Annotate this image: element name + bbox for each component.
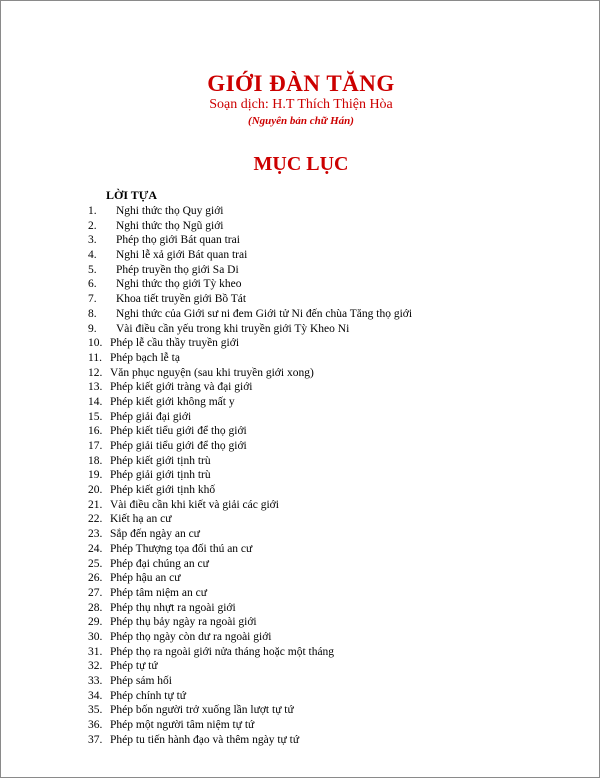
toc-item-label: Phép thụ nhựt ra ngoài giới [110, 601, 236, 614]
toc-item [88, 615, 412, 630]
toc-item [88, 307, 412, 322]
document-note: (Nguyên bản chữ Hán) [248, 115, 354, 127]
toc-item-number: 23. [88, 528, 103, 541]
toc-item-label: Phép giải giới tịnh trù [110, 469, 211, 482]
toc-item-label: Kiết hạ an cư [110, 513, 172, 526]
toc-item [88, 586, 412, 601]
toc-item-label: Nghi thức của Giới sư ni đem Giới tử Ni đến chùa Tăng thọ giới [116, 307, 413, 320]
toc-item-label: Phép giải tiểu giới để thọ giới [110, 440, 247, 452]
toc-item [88, 703, 412, 718]
toc-item-label: Phép truyền thọ giới Sa Di [116, 263, 239, 276]
toc-item-label: Nghi thức thọ Ngũ giới [116, 219, 224, 232]
toc-item-number: 2. [88, 219, 97, 232]
toc-item-label: Văn phục nguyện (sau khi truyền giới xong) [110, 366, 314, 379]
toc-item-number: 36. [88, 719, 103, 732]
toc-item-label: Phép tu tiến hành đạo và thêm ngày tự tứ [110, 733, 300, 746]
toc-item-label: Sắp đến ngày an cư [110, 528, 200, 541]
toc-item-label: Phép bốn người trở xuống lần lượt tự tứ [110, 704, 294, 717]
toc-list [88, 204, 412, 747]
toc-item [88, 483, 412, 498]
document-subtitle: Soạn dịch: H.T Thích Thiện Hòa [209, 97, 393, 112]
toc-item-number: 3. [88, 234, 97, 247]
toc-item-number: 14. [88, 395, 103, 408]
toc-item-number: 1. [88, 205, 97, 217]
toc-item [88, 219, 412, 234]
toc-item-label: Phép tâm niệm an cư [110, 586, 207, 599]
toc-item [88, 557, 412, 572]
toc-item-number: 34. [88, 689, 103, 702]
toc-item-number: 18. [88, 454, 103, 467]
toc-item-number: 28. [88, 601, 103, 614]
toc-item-label: Khoa tiết truyền giới Bồ Tát [116, 293, 247, 306]
toc-heading: MỤC LỤC [253, 153, 349, 175]
toc-item-number: 16. [88, 425, 103, 438]
toc-item-number: 22. [88, 513, 103, 526]
toc-item-label: Phép thọ ra ngoài giới nửa tháng hoặc một tháng [110, 645, 335, 658]
toc-item-number: 10. [88, 337, 103, 350]
toc-item-number: 15. [88, 410, 103, 423]
toc-item-number: 25. [88, 557, 103, 570]
toc-item-label: Nghi lễ xả giới Bát quan trai [116, 249, 248, 262]
toc-item-number: 5. [88, 263, 97, 276]
toc-item [88, 468, 412, 483]
toc-item [88, 659, 412, 674]
toc-item-label: Phép một người tâm niệm tự tứ [110, 719, 255, 732]
toc-item [88, 380, 412, 395]
toc-item [88, 601, 412, 616]
toc-item-number: 27. [88, 586, 103, 599]
toc-item [88, 527, 412, 542]
toc-item-number: 13. [88, 381, 103, 394]
toc-item-label: Phép đại chúng an cư [110, 557, 209, 570]
toc-item [88, 424, 412, 439]
toc-item [88, 718, 412, 733]
toc-item [88, 498, 412, 513]
toc-item [88, 263, 412, 278]
toc-item [88, 395, 412, 410]
toc-item-number: 9. [88, 322, 97, 335]
toc-item-number: 35. [88, 704, 103, 717]
toc-item-label: Phép lễ cầu thầy truyền giới [110, 337, 240, 350]
toc-item-label: Phép bạch lễ tạ [110, 351, 180, 364]
toc-item [88, 630, 412, 645]
toc-item [88, 248, 412, 263]
toc-item-number: 19. [88, 469, 103, 482]
toc-item [88, 689, 412, 704]
toc-item-number: 8. [88, 307, 97, 320]
toc-item-label: Phép sám hối [110, 675, 172, 687]
toc-item [88, 277, 412, 292]
toc-item-label: Phép kiết giới tịnh trù [110, 454, 211, 467]
toc-preface: LỜI TỰA [106, 188, 158, 202]
toc-item [88, 733, 412, 748]
toc-item-label: Phép kiết giới tịnh khố [110, 484, 216, 497]
toc-item-label: Phép kiết tiểu giới để thọ giới [110, 425, 247, 438]
toc-item [88, 512, 412, 527]
toc-item-number: 32. [88, 660, 103, 673]
toc-item-label: Phép Thượng tọa đối thú an cư [110, 542, 253, 555]
toc-item-label: Nghi thức thọ giới Tỳ kheo [116, 278, 242, 291]
toc-item [88, 336, 412, 351]
toc-item-number: 26. [88, 572, 103, 585]
toc-item-number: 12. [88, 366, 103, 379]
toc-item-label: Vài điều cần khi kiết và giải các giới [110, 498, 279, 511]
toc-item-number: 6. [88, 278, 97, 291]
toc-item [88, 674, 412, 689]
toc-item-number: 30. [88, 630, 103, 643]
toc-item [88, 233, 412, 248]
toc-item-number: 21. [88, 498, 103, 511]
toc-item-number: 33. [88, 675, 103, 687]
toc-item-number: 17. [88, 440, 103, 452]
toc-item-number: 37. [88, 733, 103, 746]
toc-item-label: Phép thụ bảy ngày ra ngoài giới [110, 616, 257, 629]
toc-item [88, 645, 412, 660]
toc-item-number: 20. [88, 484, 103, 497]
toc-item-label: Nghi thức thọ Quy giới [116, 205, 224, 217]
toc-item-number: 11. [88, 351, 102, 364]
toc-item-label: Phép thọ giới Bát quan trai [116, 234, 240, 247]
toc-item [88, 410, 412, 425]
toc-item-number: 4. [88, 249, 97, 262]
toc-item [88, 351, 412, 366]
toc-item-label: Phép chính tự tứ [110, 689, 187, 702]
toc-item [88, 571, 412, 586]
toc-item-label: Phép kiết giới không mất y [110, 395, 235, 408]
toc-item-number: 7. [88, 293, 97, 306]
toc-item [88, 292, 412, 307]
toc-item [88, 542, 412, 557]
toc-item-label: Vài điều cần yếu trong khi truyền giới Tỳ Kheo Ni [116, 322, 350, 335]
toc-item-number: 31. [88, 645, 103, 658]
toc-item-label: Phép tự tứ [110, 660, 158, 673]
toc-item-number: 24. [88, 542, 103, 555]
toc-item [88, 454, 412, 469]
toc-item [88, 439, 412, 454]
toc-item [88, 204, 412, 219]
document-title: GIỚI ĐÀN TĂNG [207, 71, 395, 96]
toc-item-label: Phép kiết giới tràng và đại giới [110, 381, 253, 394]
toc-item-number: 29. [88, 616, 103, 629]
toc-item-label: Phép hậu an cư [110, 572, 181, 585]
toc-item-label: Phép thọ ngày còn dư ra ngoài giới [110, 630, 272, 643]
toc-item [88, 322, 412, 337]
toc-item [88, 366, 412, 381]
toc-item-label: Phép giải đại giới [110, 410, 192, 423]
